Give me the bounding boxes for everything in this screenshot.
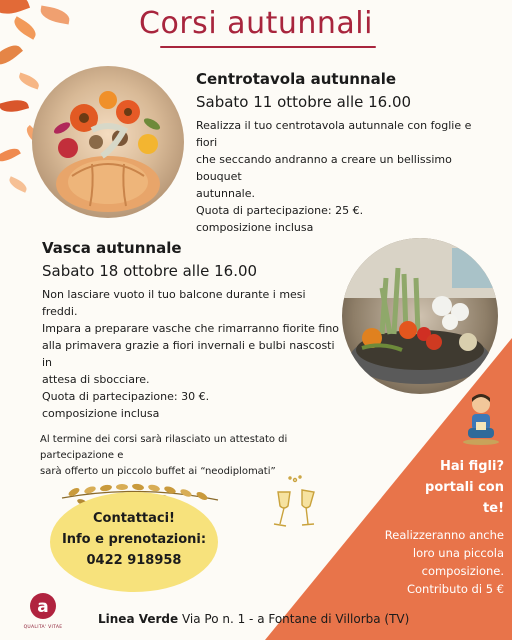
kids-heading-line: te! [483,501,504,516]
kids-heading-line: portali con [425,480,504,495]
page-title: Corsi autunnali [139,6,373,41]
logo-icon [29,592,57,620]
contact-info [50,508,218,571]
kids-heading-line: Hai figli? [439,459,504,474]
kids-heading [404,456,504,519]
logo-subtitle: QUALITA' VITAE [23,625,63,630]
event-1-line: che seccando andranno a creare un bellissimo bouquet [196,153,452,183]
note-line: Al termine dei corsi sarà rilasciato un attestato di partecipazione e [40,434,288,461]
event-1-date: Sabato 11 ottobre alle 16.00 [196,93,412,111]
event-2-line: attesa di sbocciare. [42,373,150,386]
footer-brand: Linea Verde [98,612,179,626]
planter-photo [342,238,498,394]
event-1-line: Realizza il tuo centrotavola autunnale con foglie e fiori [196,119,472,149]
event-2-price: Quota di partecipazione: 30 €. [42,390,210,403]
kids-line: Contributo di 5 € [406,582,504,596]
kids-description [354,526,504,598]
kids-line: Realizzeranno anche [384,528,504,542]
champagne-glasses-icon [268,474,326,534]
centerpiece-photo [32,66,184,218]
event-2-line: alla primavera grazie a fiori invernali e bulbi nascosti in [42,339,335,369]
event-1-included: composizione inclusa [196,221,314,234]
event-1-description [196,117,496,236]
child-icon [460,392,502,446]
kids-line: composizione. [421,564,504,578]
event-1-price: Quota di partecipazione: 25 €. [196,204,364,217]
event-1-line: autunnale. [196,187,256,200]
title-underline [160,46,376,48]
contact-heading: Contattaci! [92,511,175,526]
event-2-date: Sabato 18 ottobre alle 16.00 [42,262,258,280]
event-1-name: Centrotavola autunnale [196,70,397,88]
event-2-line: Impara a preparare vasche che rimarranno fiorite fino [42,322,340,335]
brand-logo [20,592,66,630]
contact-subheading: Info e prenotazioni: [61,532,207,547]
contact-phone[interactable]: 0422 918958 [86,553,182,568]
footer-address [98,612,409,626]
event-2-included: composizione inclusa [42,407,160,420]
event-2-line: Non lasciare vuoto il tuo balcone durante i mesi freddi. [42,288,306,318]
kids-line: loro una piccola [412,546,504,560]
event-2-description [42,286,340,422]
certificate-note [40,432,360,480]
svg-text:a: a [37,597,49,617]
note-line: sarà offerto un piccolo buffet ai “neodiplomati” [40,466,276,477]
footer-address-text: Via Po n. 1 - a Fontane di Villorba (TV) [178,612,410,626]
event-2-name: Vasca autunnale [42,239,182,257]
